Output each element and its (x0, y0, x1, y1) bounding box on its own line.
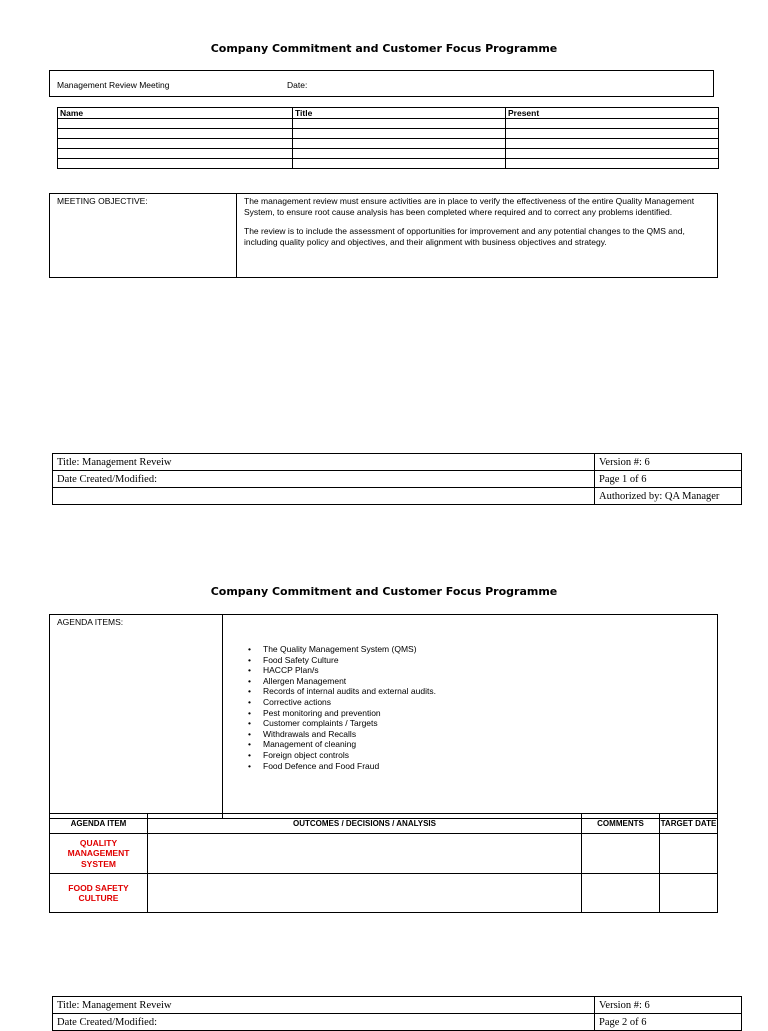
objective-text (237, 194, 718, 278)
objective-paragraph: The review is to include the assessment of opportunities for improvement and any potential changes to the QMS and, including quality policy and objectives, and their alignment with business objectives and strategy. (244, 226, 685, 247)
list-item: • Pest monitoring and prevention (263, 708, 717, 719)
table-cell[interactable] (148, 874, 582, 913)
agenda-items-table (49, 614, 718, 819)
footer-page-number: Page 2 of 6 (595, 1014, 742, 1031)
table-cell[interactable] (293, 159, 506, 169)
table-cell[interactable] (148, 834, 582, 874)
table-cell[interactable] (58, 129, 293, 139)
objective-table (49, 193, 718, 278)
agenda-list (223, 644, 717, 771)
attendee-row (58, 149, 719, 159)
footer-date-created: Date Created/Modified: (53, 1014, 595, 1031)
present-header: Present (506, 108, 719, 119)
agenda-item-food-safety: FOOD SAFETY CULTURE (50, 874, 148, 913)
table-cell[interactable] (506, 139, 719, 149)
table-cell[interactable] (293, 139, 506, 149)
table-cell[interactable] (660, 834, 718, 874)
footer-authorized: Authorized by: QA Manager (595, 488, 742, 505)
table-cell[interactable] (58, 119, 293, 129)
objective-paragraph: The management review must ensure activities are in place to verify the effectiveness of the entire Quality Management System, to ensure root cause analysis has been completed where required and to correct any problems identified. (244, 196, 695, 217)
table-cell[interactable] (293, 119, 506, 129)
document-title: Company Commitment and Customer Focus Programme (210, 42, 558, 55)
table-row (50, 874, 718, 913)
table-cell[interactable] (506, 149, 719, 159)
title-header: Title (293, 108, 506, 119)
footer-table-page2 (52, 996, 742, 1031)
table-cell[interactable] (293, 129, 506, 139)
table-row (50, 834, 718, 874)
table-cell[interactable] (660, 874, 718, 913)
footer-title: Title: Management Reveiw (53, 454, 595, 471)
attendee-row (58, 159, 719, 169)
objective-label: MEETING OBJECTIVE: (50, 194, 237, 278)
list-item: • Records of internal audits and external audits. (263, 686, 717, 697)
agenda-items-list-cell (223, 615, 718, 819)
table-cell[interactable] (506, 129, 719, 139)
table-cell[interactable] (582, 834, 660, 874)
list-item: • Foreign object controls (263, 750, 717, 761)
attendee-row (58, 139, 719, 149)
list-item: • HACCP Plan/s (263, 665, 717, 676)
attendee-row (58, 119, 719, 129)
comments-header: COMMENTS (582, 814, 660, 834)
footer-title: Title: Management Reveiw (53, 997, 595, 1014)
list-item: • Allergen Management (263, 676, 717, 687)
list-item: • Withdrawals and Recalls (263, 729, 717, 740)
list-item: • Customer complaints / Targets (263, 718, 717, 729)
document-title-page2: Company Commitment and Customer Focus Programme (210, 585, 558, 598)
attendees-table (57, 107, 719, 169)
list-item: • Food Safety Culture (263, 655, 717, 666)
attendees-header-row (58, 108, 719, 119)
table-cell[interactable] (58, 149, 293, 159)
list-item: • Management of cleaning (263, 739, 717, 750)
table-cell[interactable] (293, 149, 506, 159)
footer-date-created: Date Created/Modified: (53, 471, 595, 488)
date-label: Date: (287, 80, 308, 90)
footer-version: Version #: 6 (595, 454, 742, 471)
table-cell[interactable] (58, 159, 293, 169)
review-header-row (50, 814, 718, 834)
footer-table-page1 (52, 453, 742, 505)
list-item: • The Quality Management System (QMS) (263, 644, 717, 655)
table-cell[interactable] (506, 119, 719, 129)
name-header: Name (58, 108, 293, 119)
footer-empty-cell (53, 488, 595, 505)
agenda-item-header: AGENDA ITEM (50, 814, 148, 834)
list-item: • Food Defence and Food Fraud (263, 761, 717, 772)
list-item: • Corrective actions (263, 697, 717, 708)
agenda-item-qms: QUALITY MANAGEMENT SYSTEM (50, 834, 148, 874)
meeting-header-box (49, 70, 714, 97)
footer-version: Version #: 6 (595, 997, 742, 1014)
review-table (49, 813, 718, 913)
table-cell[interactable] (506, 159, 719, 169)
attendee-row (58, 129, 719, 139)
footer-page-number: Page 1 of 6 (595, 471, 742, 488)
meeting-label: Management Review Meeting (57, 80, 170, 90)
target-date-header: TARGET DATE (660, 814, 718, 834)
outcomes-header: OUTCOMES / DECISIONS / ANALYSIS (148, 814, 582, 834)
table-cell[interactable] (582, 874, 660, 913)
agenda-items-label: AGENDA ITEMS: (50, 615, 223, 819)
table-cell[interactable] (58, 139, 293, 149)
